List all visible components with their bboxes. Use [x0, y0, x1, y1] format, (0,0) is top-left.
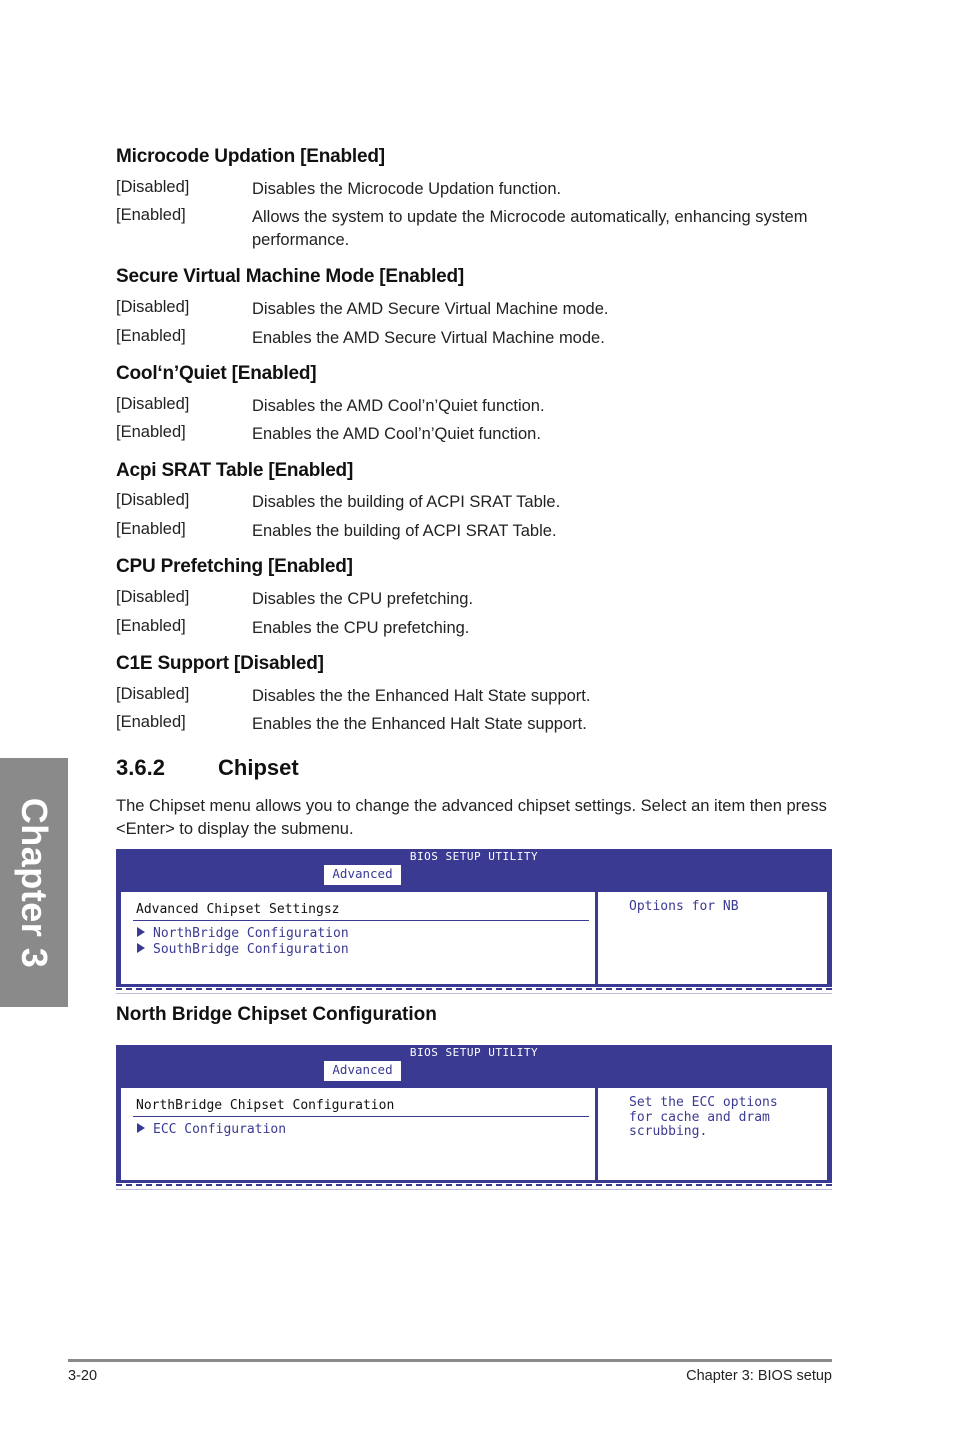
section-title-svm: Secure Virtual Machine Mode [Enabled] — [116, 266, 465, 287]
bios-menu-list — [137, 1122, 286, 1138]
option-key: [Enabled] — [116, 520, 186, 538]
chapter-side-tab — [0, 758, 68, 1007]
option-key: [Enabled] — [116, 713, 186, 731]
subsection-title: Chipset — [218, 755, 299, 780]
bios-help-text: Options for NB — [629, 899, 739, 914]
option-desc: Enables the AMD Secure Virtual Machine mode. — [252, 329, 605, 347]
bios-panel — [116, 1081, 832, 1183]
north-bridge-heading: North Bridge Chipset Configuration — [116, 1004, 437, 1025]
option-desc: Disables the AMD Secure Virtual Machine mode. — [252, 300, 609, 318]
bios-utility-title: BIOS SETUP UTILITY — [409, 1046, 539, 1059]
tab-advanced[interactable]: Advanced — [324, 865, 401, 885]
menu-item-label: ECC Configuration — [153, 1122, 287, 1137]
section-title-microcode: Microcode Updation [Enabled] — [116, 146, 385, 167]
bios-menu-pane — [120, 891, 596, 985]
arrow-right-icon — [137, 943, 145, 953]
divider — [133, 920, 589, 921]
bios-title-bar — [116, 849, 832, 885]
menu-item-northbridge-configuration[interactable] — [137, 926, 349, 942]
bios-help-pane — [597, 1087, 828, 1181]
page-number: 3-20 — [68, 1368, 98, 1384]
option-key: [Enabled] — [116, 327, 186, 345]
subsection-number: 3.6.2 — [116, 755, 165, 780]
dashed-divider — [116, 1184, 832, 1186]
bios-panel-title: Advanced Chipset Settingsz — [136, 902, 340, 917]
option-key: [Disabled] — [116, 178, 190, 196]
bios-screen-northbridge — [116, 1045, 832, 1195]
option-desc: Disables the AMD Cool’n’Quiet function. — [252, 397, 545, 415]
option-desc: Enables the AMD Cool’n’Quiet function. — [252, 425, 541, 443]
divider — [116, 993, 832, 994]
dashed-divider — [116, 988, 832, 990]
option-desc: Enables the CPU prefetching. — [252, 619, 470, 637]
chapter-tab-label: Chapter 3 — [14, 797, 55, 968]
option-key: [Enabled] — [116, 423, 186, 441]
option-desc: Disables the building of ACPI SRAT Table. — [252, 493, 561, 511]
bios-panel — [116, 885, 832, 987]
bios-help-pane — [597, 891, 828, 985]
bios-help-text: Set the ECC options for cache and dram scrubbing. — [629, 1095, 778, 1139]
option-desc: Disables the Microcode Updation function. — [252, 180, 562, 198]
option-desc: Enables the the Enhanced Halt State support. — [252, 715, 587, 733]
menu-item-ecc-configuration[interactable] — [137, 1122, 286, 1138]
menu-item-label: SouthBridge Configuration — [153, 941, 349, 957]
arrow-right-icon — [137, 1123, 145, 1133]
option-desc: Disables the CPU prefetching. — [252, 590, 474, 608]
bios-screen-advanced-chipset — [116, 849, 832, 999]
bios-panel-title: NorthBridge Chipset Configuration — [136, 1098, 395, 1113]
subsection-intro: The Chipset menu allows you to change the advanced chipset settings. Select an item then press <Enter> to display the submenu. — [116, 797, 827, 838]
footer-rule — [68, 1359, 832, 1362]
section-title-acpi-srat: Acpi SRAT Table [Enabled] — [116, 460, 354, 481]
option-key: [Enabled] — [116, 617, 186, 635]
option-desc: Disables the the Enhanced Halt State support. — [252, 687, 591, 705]
subsection-heading — [116, 755, 299, 781]
divider — [116, 1189, 832, 1190]
tab-advanced[interactable]: Advanced — [324, 1061, 401, 1081]
section-title-cpu-prefetching: CPU Prefetching [Enabled] — [116, 556, 353, 577]
option-key: [Enabled] — [116, 206, 186, 224]
option-desc: Enables the building of ACPI SRAT Table. — [252, 522, 557, 540]
option-key: [Disabled] — [116, 491, 190, 509]
footer-chapter-label: Chapter 3: BIOS setup — [686, 1368, 832, 1384]
menu-item-label: NorthBridge Configuration — [153, 926, 349, 941]
option-key: [Disabled] — [116, 298, 190, 316]
bios-title-bar — [116, 1045, 832, 1081]
option-key: [Disabled] — [116, 685, 190, 703]
section-title-c1e-support: C1E Support [Disabled] — [116, 653, 324, 674]
bios-menu-list — [137, 926, 349, 957]
section-title-coolnquiet: Cool‘n’Quiet [Enabled] — [116, 363, 317, 384]
menu-item-southbridge-configuration[interactable] — [137, 942, 349, 958]
option-key: [Disabled] — [116, 588, 190, 606]
bios-menu-pane — [120, 1087, 596, 1181]
bios-utility-title: BIOS SETUP UTILITY — [409, 850, 539, 863]
option-desc: Allows the system to update the Microcode automatically, enhancing system performance. — [252, 208, 808, 249]
divider — [133, 1116, 589, 1117]
arrow-right-icon — [137, 927, 145, 937]
option-key: [Disabled] — [116, 395, 190, 413]
